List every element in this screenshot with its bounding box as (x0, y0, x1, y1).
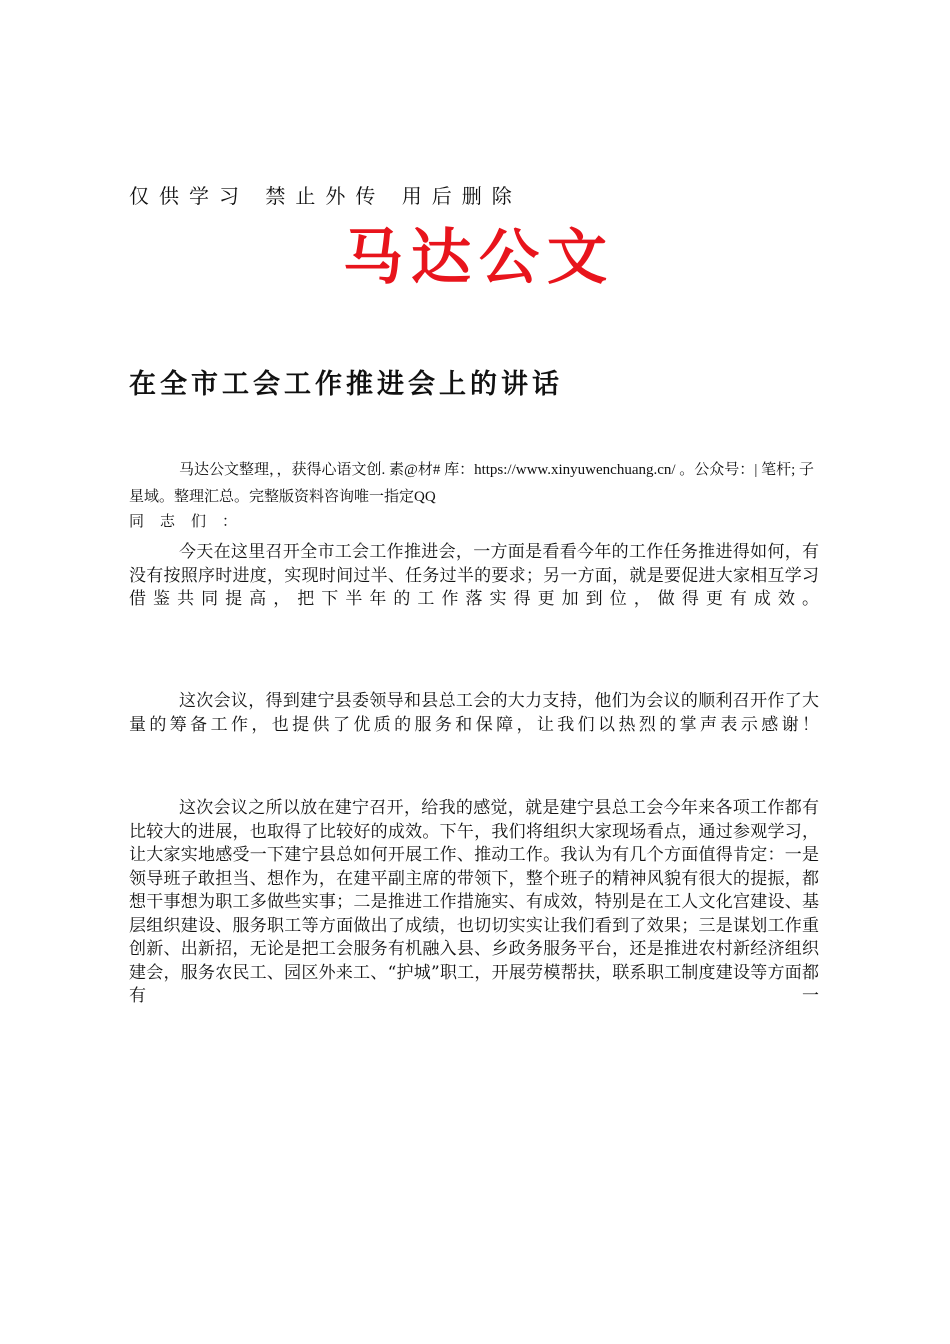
brand-logo-text: 马达公文 (343, 223, 615, 293)
paragraph-2: 这次会议，得到建宁县委领导和县总工会的大力支持，他们为会议的顺利召开作了大量的筹备工作，也提供了优质的服务和保障，让我们以热烈的掌声表示感谢！ (129, 691, 819, 735)
intro-note: 马达公文整理，，获得心语文创. 素@材# 库：https://www.xinyuwenchuang.cn/ 。公众号：| 笔杆; 子星域。整理汇总。完整版资料咨询唯一指定QQ (129, 462, 814, 505)
page-title: 在全市工会工作推进会上的讲话 (129, 369, 563, 400)
paragraph-3: 这次会议之所以放在建宁召开，给我的感觉，就是建宁县总工会今年来各项工作都有比较大的进展，也取得了比较好的成效。下午，我们将组织大家现场看点，通过参观学习，让大家实地感受一下建宁县总如何开展工作、推动工作。我认为有几个方面值得肯定：一是领导班子敢担当、想作为，在建平副主席的带领下，整个班子的精神风貌有很大的提振，都想干事想为职工多做些实事；二是推进工作措施实、有成效，特别是在工人文化宫建设、基层组织建设、服务职工等方面做出了成绩，也切切实实让我们看到了效果；三是谋划工作重创新、出新招，无论是把工会服务有机融入县、乡政务服务平台，还是推进农村新经济组织建会，服务农民工、园区外来工、“护城”职工，开展劳模帮扶，联系职工制度建设等方面都有一 (129, 798, 819, 1006)
notice-line: 仅供学习 禁止外传 用后删除 (129, 184, 522, 208)
greeting: 同志们： (129, 512, 254, 530)
paragraph-1: 今天在这里召开全市工会工作推进会，一方面是看看今年的工作任务推进得如何，有没有按照序时进度，实现时间过半、任务过半的要求；另一方面，就是要促进大家相互学习借鉴共同提高，把下半年的工作落实得更加到位，做得更有成效。 (129, 542, 819, 609)
